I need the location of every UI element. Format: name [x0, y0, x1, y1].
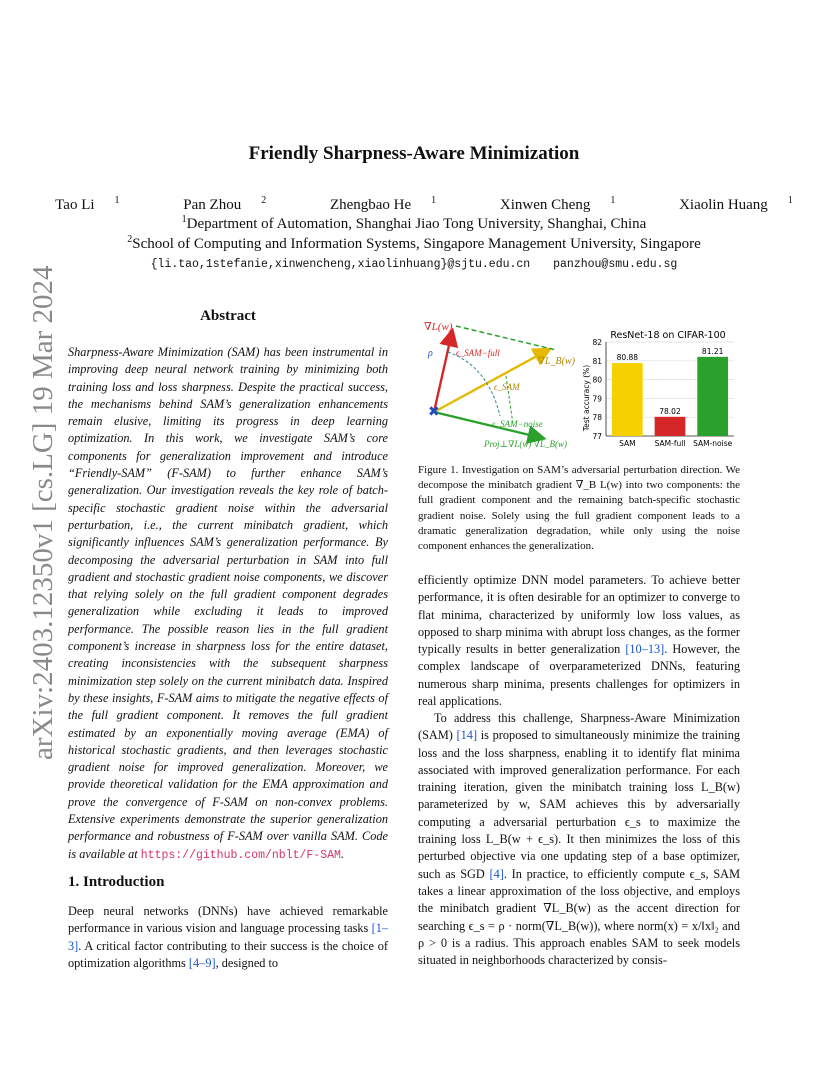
- affiliation-sup: 1: [181, 214, 187, 225]
- bar-sam-full: [655, 417, 686, 436]
- author: [480, 197, 615, 213]
- x-tick-label: SAM-noise: [693, 439, 733, 448]
- bar-chart: [582, 330, 734, 448]
- x-tick-label: SAM: [619, 439, 636, 448]
- bar-value-label: 78.02: [659, 406, 681, 416]
- y-tick-label: 79: [592, 394, 602, 404]
- label-grad-batch: ∇L_B(w): [538, 356, 575, 367]
- y-tick-label: 80: [592, 375, 602, 385]
- bar-sam-noise: [697, 357, 728, 436]
- right-paragraph-2: [418, 710, 740, 969]
- intro-text: , designed to: [215, 955, 279, 970]
- perturbation-diagram: [424, 321, 576, 449]
- citation-link[interactable]: [1–3]: [68, 921, 388, 953]
- x-tick-label: SAM-full: [654, 439, 686, 448]
- dashed-projection-line: [456, 326, 556, 350]
- author-name: Pan Zhou: [183, 197, 242, 213]
- citation-link[interactable]: [10–13]: [625, 642, 665, 657]
- author-list: [0, 195, 828, 214]
- paper-title: Friendly Sharpness-Aware Minimization: [248, 143, 580, 164]
- affiliation-2: [0, 234, 828, 253]
- arxiv-stamp-text: arXiv:2403.12350v1 [cs.LG] 19 Mar 2024: [27, 265, 59, 760]
- arxiv-stamp-svg: [8, 250, 68, 770]
- bar-value-label: 80.88: [616, 353, 639, 363]
- affiliation-sup: 2: [127, 234, 133, 245]
- intro-text: . A critical factor contributing to their success is the choice of optimization algorithms: [68, 938, 388, 970]
- body-text: To address this challenge, Sharpness-Aware Minimization (SAM): [418, 711, 740, 743]
- right-paragraph-1: [418, 572, 740, 710]
- y-tick-label: 77: [592, 432, 602, 441]
- label-rho: ρ: [428, 348, 433, 359]
- author-name: Xiaolin Huang: [679, 197, 768, 213]
- author-sup: 2: [261, 195, 267, 206]
- citation-link[interactable]: [4]: [489, 866, 504, 881]
- abstract-body: [68, 344, 388, 864]
- author-sup: 1: [114, 195, 120, 206]
- figure-caption: Figure 1. Investigation on SAM’s adversarial perturbation direction. We decompose the minibatch gradient ∇_B L(w) into two components: the full gradient component and the remaining batch-specific stochastic gradient noise. Solely using the full gradient component leads to a dramatic generalization degradation, while only using the noise component enhances the generalization.: [418, 464, 740, 553]
- author: [35, 197, 119, 213]
- email-smu: panzhou@smu.edu.sg: [553, 258, 678, 271]
- bar-sam: [612, 363, 643, 436]
- chart-title: ResNet-18 on CIFAR-100: [610, 330, 726, 341]
- batch-gradient-arrow: [434, 350, 548, 412]
- affiliation-text: Department of Automation, Shanghai Jiao Tong University, Shanghai, China: [186, 216, 647, 232]
- body-text: is proposed to simultaneously minimize the training loss and the loss sharpness, enabling it to identify flat minima associated with improved generalization performance. For each training iteration, given the minibatch training loss L_B(w) parameterized by w, SAM achieves this by adversarially computing a adversarial perturbation ϵ_s to maximize the training loss L_B(w + ϵ_s). It then minimizes the loss of this perturbed objective via one updating step of a base optimizer, such as SGD: [418, 728, 740, 881]
- y-tick-label: 82: [592, 338, 602, 347]
- email-line: [0, 258, 828, 271]
- full-gradient-arrow: [434, 332, 452, 412]
- intro-text: Deep neural networks (DNNs) have achieved remarkable performance in various vision and language processing tasks: [68, 904, 388, 936]
- author-name: Zhengbao He: [329, 197, 412, 213]
- abstract-heading: Abstract: [200, 308, 256, 324]
- label-eps-noise: ϵ_SAM−noise: [492, 419, 543, 429]
- author: [310, 197, 436, 213]
- author: [163, 197, 266, 213]
- affiliation-1: [0, 214, 828, 233]
- author-name: Tao Li: [55, 197, 95, 213]
- author-sup: 1: [431, 195, 437, 206]
- intro-paragraph: [68, 903, 388, 972]
- citation-link[interactable]: [4–9]: [188, 955, 216, 970]
- author-name: Xinwen Cheng: [499, 197, 591, 213]
- arxiv-stamp: [8, 250, 68, 770]
- affiliation-text: School of Computing and Information Systems, Singapore Management University, Singapore: [132, 236, 701, 252]
- label-grad-full: ∇L(w): [424, 321, 453, 333]
- rho-circle-arc: [448, 352, 500, 416]
- body-text: efficiently optimize DNN model parameters. To achieve better performance, it is often desirable for an optimizer to converge to flat minima, characterized by uniformly low loss values, as opposed to sharp minima with abrupt loss changes, as the former typically results in better generalization: [418, 573, 740, 657]
- body-text: . In practice, to efficiently compute ϵ_s, SAM takes a linear approximation of the loss objective, and employs the minibatch gradient ∇L_B(w) as the accent direction for searching ϵ_s = ρ · norm(∇L_B(w)), where norm(x) = x/‖x‖₂ and ρ > 0 is a radius. This approach enables SAM to seek models situated in neighborhoods characterized by consis-: [418, 866, 740, 968]
- label-eps-sam: ϵ_SAM: [494, 382, 520, 392]
- y-tick-label: 81: [592, 356, 602, 366]
- label-proj: Proj⊥∇L(w) ∇L_B(w): [484, 439, 567, 449]
- figure-svg: [418, 316, 740, 456]
- author-sup: 1: [787, 195, 793, 206]
- diagram-start-point: ✖: [428, 404, 440, 420]
- chart-ylabel: Test accuracy (%): [582, 364, 591, 432]
- y-tick-label: 78: [592, 413, 602, 423]
- citation-link[interactable]: [14]: [456, 728, 478, 743]
- author: [659, 197, 793, 213]
- label-eps-full: ϵ_SAM−full: [456, 348, 500, 358]
- abstract-end: .: [340, 846, 344, 861]
- author-sup: 1: [610, 195, 616, 206]
- code-link[interactable]: https://github.com/nblt/F-SAM: [140, 848, 341, 862]
- email-sjtu: {li.tao,1stefanie,xinwencheng,xiaolinhuang}@sjtu.edu.cn: [150, 258, 531, 271]
- section-heading-introduction: 1. Introduction: [68, 874, 165, 890]
- bar-value-label: 81.21: [701, 346, 724, 356]
- figure-1: [418, 316, 740, 456]
- abstract-text: Sharpness-Aware Minimization (SAM) has been instrumental in improving deep neural network training by minimizing both training loss and loss sharpness. Despite the practical success, the mechanisms behind SAM’s generalization enhancements remain elusive, limiting its progress in deep learning optimization. In this work, we investigate SAM’s core components for generalization improvement and introduce “Friendly-SAM” (F-SAM) to further enhance SAM’s generalization. Our investigation reveals the key role of batch-specific stochastic gradient noise within the adversarial perturbation, i.e., the current minibatch gradient, which significantly influences SAM’s generalization performance. By decomposing the adversarial perturbation in SAM into full gradient and stochastic gradient noise components, we discover that relying solely on the full gradient component degrades generalization while excluding it leads to improved performance. The possible reason lies in the full gradient component’s increase in sharpness loss for the entire dataset, creating inconsistencies with the subsequent sharpness minimization step solely on the current minibatch data. Inspired by these insights, F-SAM aims to mitigate the negative effects of the full gradient component. It removes the full gradient estimated by an exponentially moving average (EMA) of historical stochastic gradients, and then leverages stochastic gradient noise for improved generalization. Moreover, we provide theoretical validation for the EMA approximation and prove the convergence of F-SAM on non-convex problems. Extensive experiments demonstrate the superior generalization performance and robustness of F-SAM over vanilla SAM. Code is available at: [68, 345, 388, 861]
- body-text: . However, the complex landscape of overparameterized DNNs, featuring numerous sharp minima, presents challenges for optimizers in real applications.: [418, 642, 740, 709]
